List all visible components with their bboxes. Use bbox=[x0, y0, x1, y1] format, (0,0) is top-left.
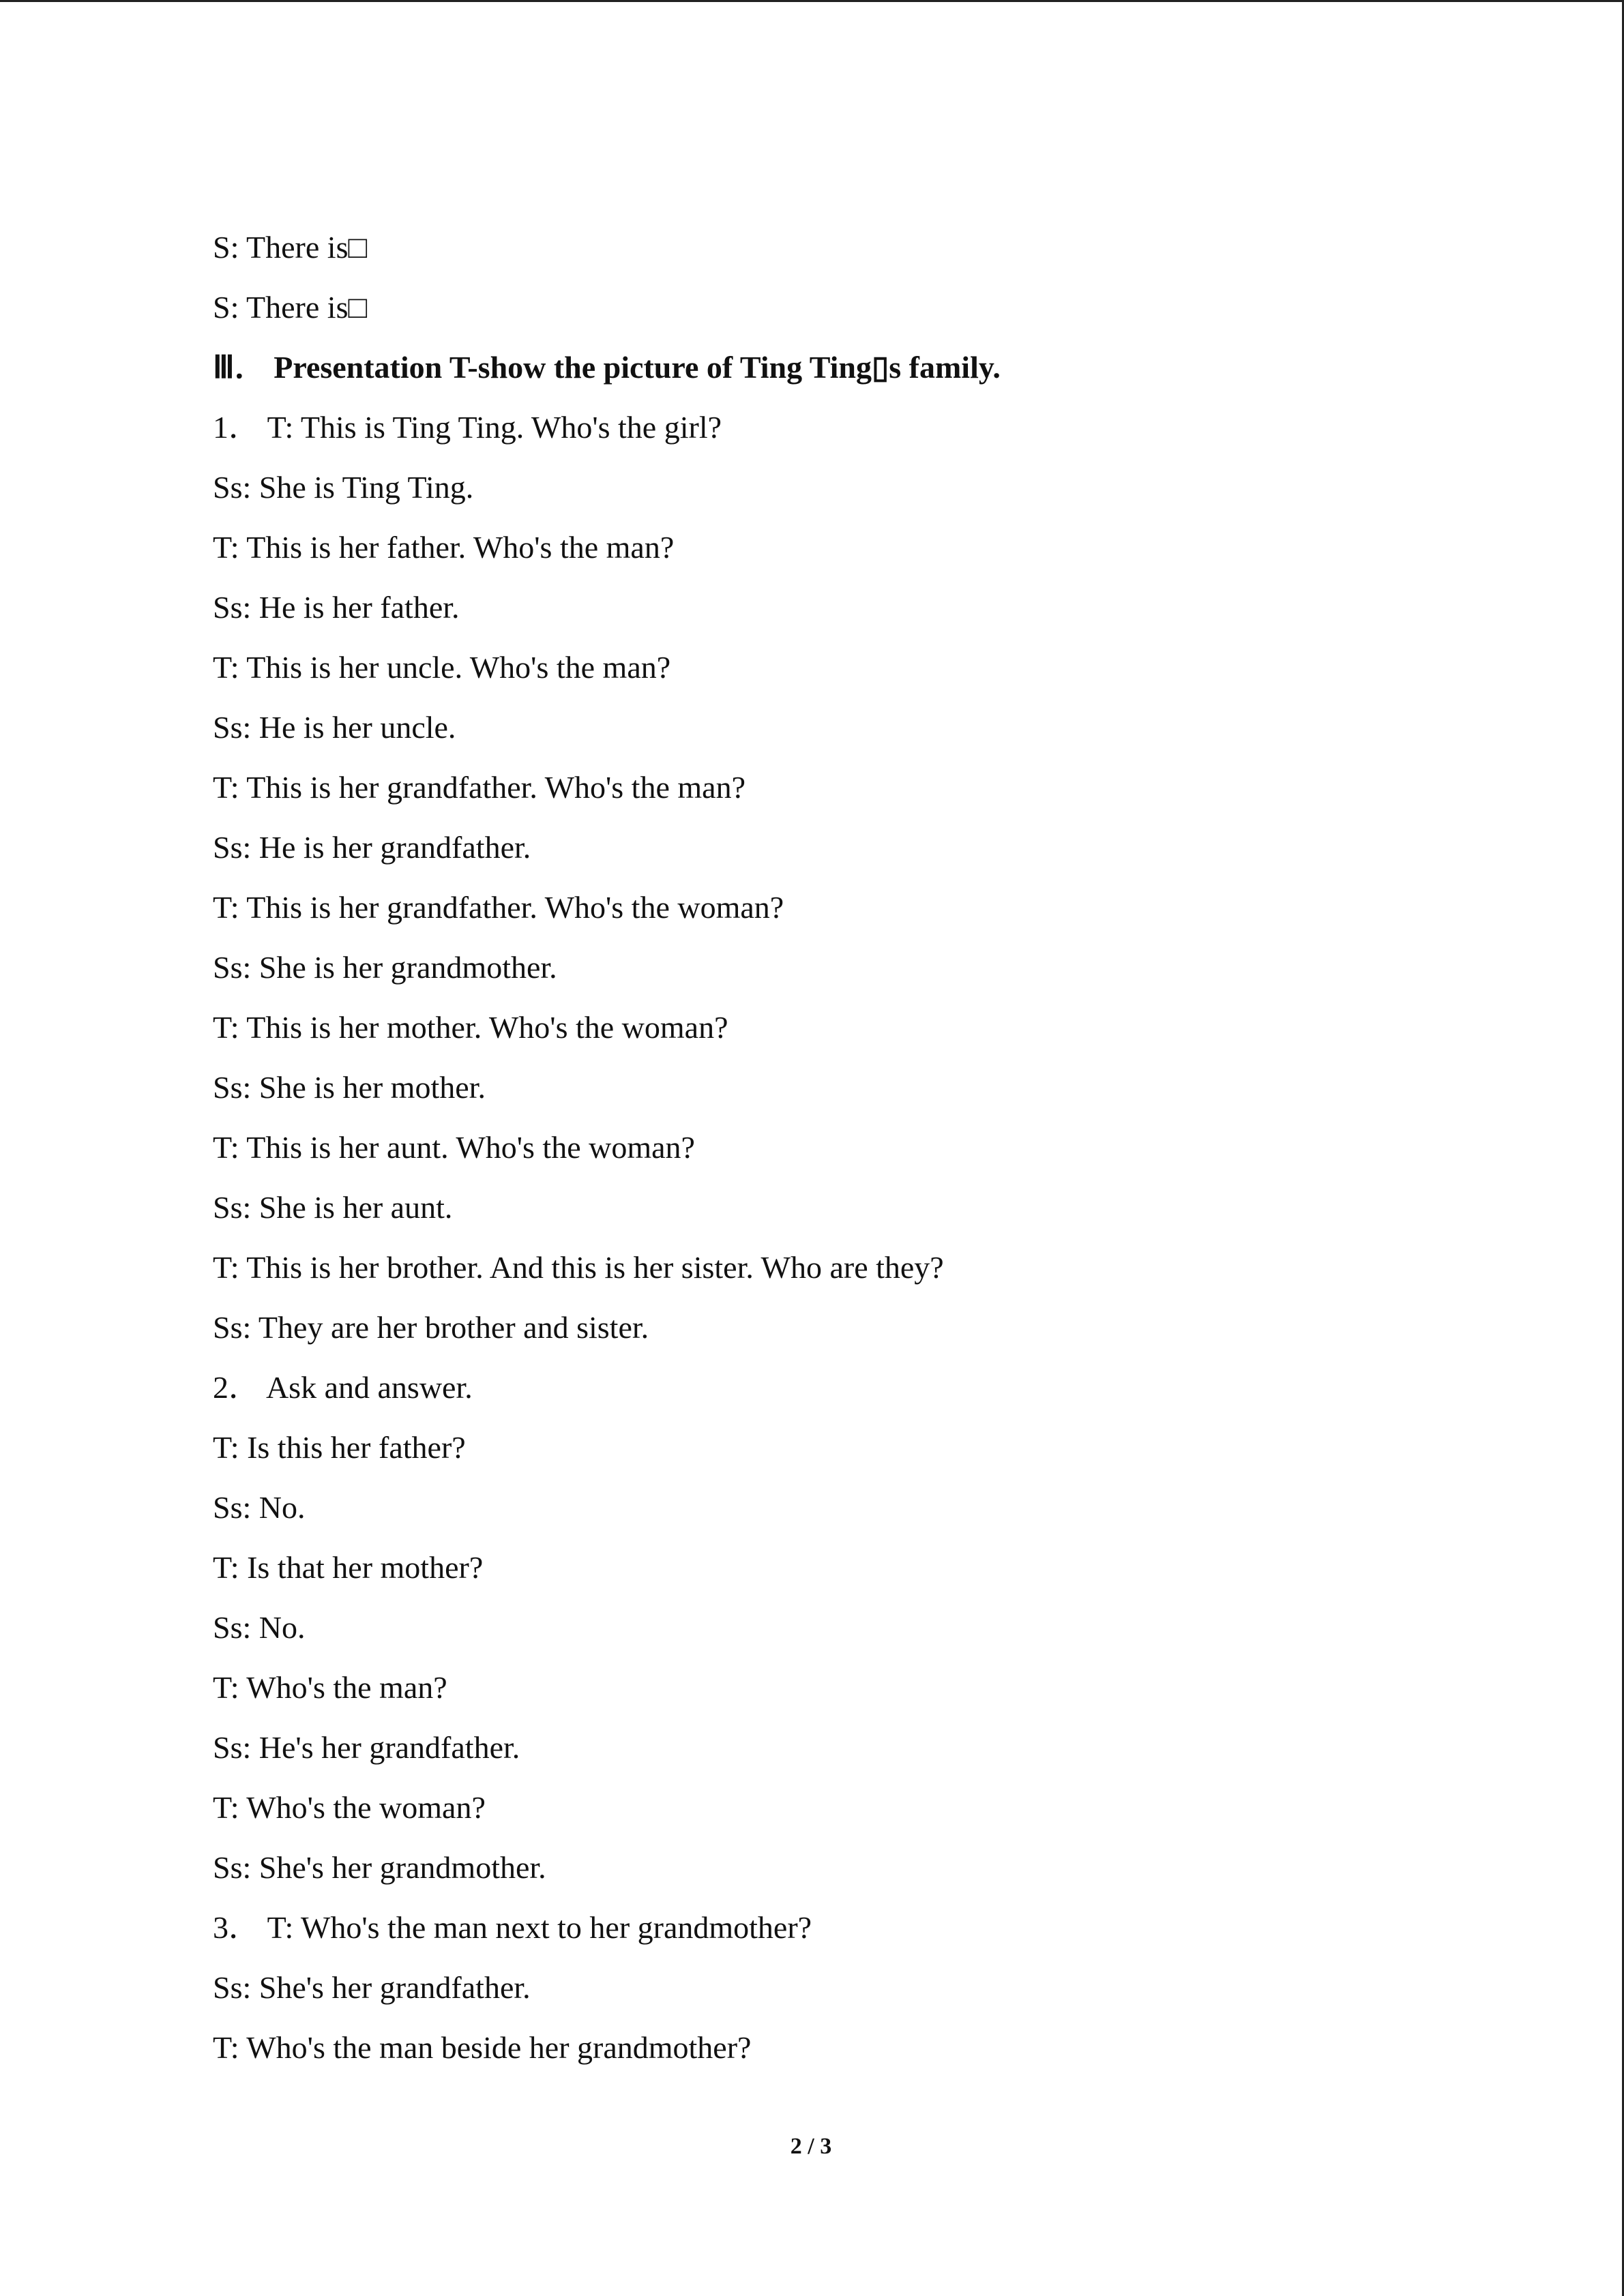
text-line: 1． T: This is Ting Ting. Who's the girl? bbox=[213, 410, 722, 445]
text-line: T: Who's the man beside her grandmother? bbox=[213, 2030, 752, 2065]
text-line: 3． T: Who's the man next to her grandmother? bbox=[213, 1910, 812, 1945]
document-body bbox=[213, 218, 1509, 2078]
text-line: T: Who's the woman? bbox=[213, 1790, 486, 1825]
text-line: Ss: He's her grandfather. bbox=[213, 1730, 520, 1765]
text-line: T: This is her brother. And this is her sister. Who are they? bbox=[213, 1250, 944, 1285]
text-line: T: This is her father. Who's the man? bbox=[213, 530, 675, 565]
text-line: Ss: She is her grandmother. bbox=[213, 950, 557, 985]
text-line: Ss: No. bbox=[213, 1610, 306, 1645]
text-line: Ss: They are her brother and sister. bbox=[213, 1310, 649, 1345]
text-line: Ss: She's her grandfather. bbox=[213, 1970, 531, 2005]
text-line: Ss: She is her aunt. bbox=[213, 1190, 453, 1225]
text-line: T: This is her uncle. Who's the man? bbox=[213, 650, 671, 685]
text-line: T: This is her grandfather. Who's the woman? bbox=[213, 890, 784, 925]
text-line: T: Is this her father? bbox=[213, 1430, 466, 1465]
text-line: T: Is that her mother? bbox=[213, 1550, 484, 1585]
page-number: 2 / 3 bbox=[790, 2134, 832, 2159]
text-line: Ss: He is her uncle. bbox=[213, 710, 456, 745]
text-line: S: There is□ bbox=[213, 290, 368, 325]
text-line: Ss: She is Ting Ting. bbox=[213, 470, 474, 505]
text-line: T: Who's the man? bbox=[213, 1670, 447, 1705]
section-heading: Ⅲ． Presentation T-show the picture of Ting Ting▯s family. bbox=[213, 350, 1001, 385]
text-line: Ss: No. bbox=[213, 1490, 306, 1525]
text-line: Ss: He is her father. bbox=[213, 590, 460, 625]
text-line: 2． Ask and answer. bbox=[213, 1370, 473, 1405]
text-line: Ss: She's her grandmother. bbox=[213, 1850, 546, 1885]
text-line: T: This is her mother. Who's the woman? bbox=[213, 1010, 728, 1045]
text-line: Ss: She is her mother. bbox=[213, 1070, 486, 1105]
text-line: T: This is her aunt. Who's the woman? bbox=[213, 1130, 695, 1165]
text-line: Ss: He is her grandfather. bbox=[213, 830, 531, 865]
text-line: S: There is□ bbox=[213, 230, 368, 265]
text-line: T: This is her grandfather. Who's the man? bbox=[213, 770, 745, 805]
